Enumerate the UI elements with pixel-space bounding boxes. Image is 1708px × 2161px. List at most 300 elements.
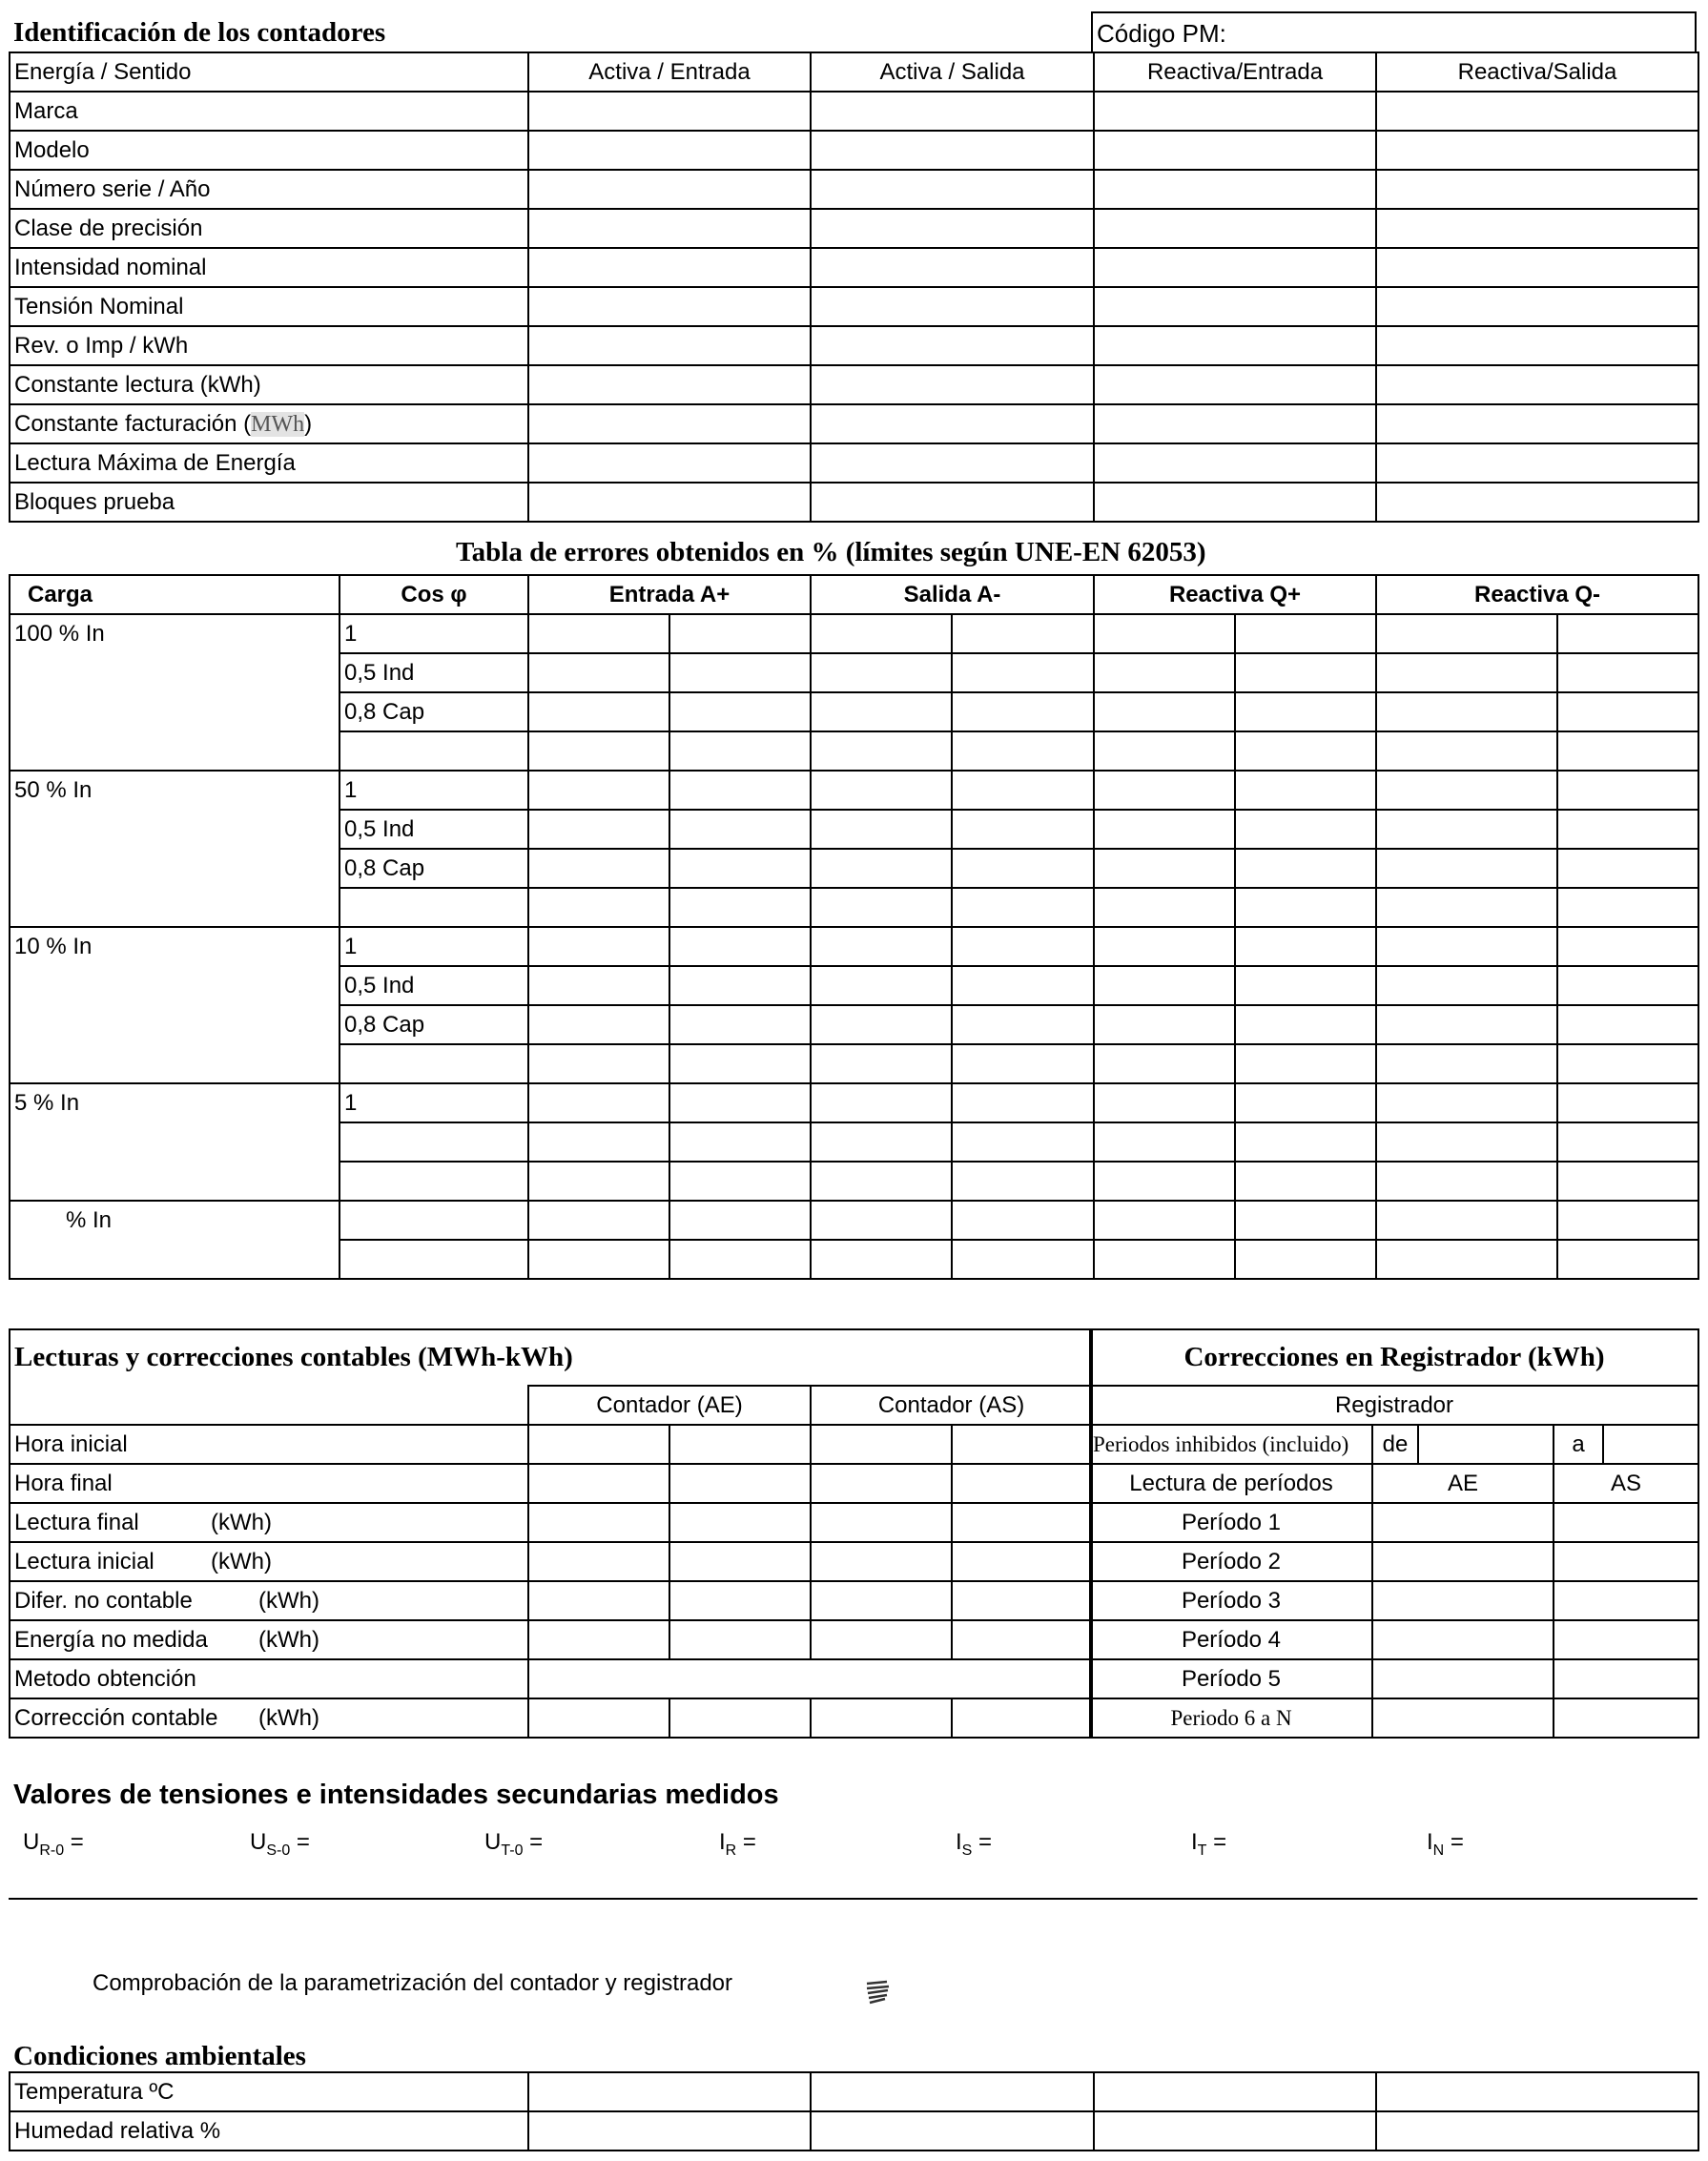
error-cell[interactable] [952,1240,1094,1279]
table-row [10,614,1698,653]
error-cell[interactable] [1094,771,1235,810]
error-cell[interactable] [1376,1201,1557,1240]
input-cell[interactable] [1376,170,1698,209]
error-cell[interactable] [1235,1122,1376,1162]
input-cell[interactable] [811,131,1094,170]
row-unit: (kWh) [258,1704,319,1731]
error-cell[interactable] [1557,1201,1698,1240]
error-cell[interactable] [1376,771,1557,810]
input-cell[interactable] [528,209,811,248]
error-cell[interactable] [1094,849,1235,888]
row-label: Humedad relativa % [10,2111,528,2151]
codigo-pm-box[interactable] [1091,11,1697,53]
table-row [10,1581,1092,1620]
input-cell[interactable] [528,131,811,170]
input-cell[interactable] [952,1581,1092,1620]
error-cell[interactable] [528,731,669,771]
col-cos-phi: Cos φ [340,575,528,614]
input-cell[interactable] [1094,170,1376,209]
error-cell[interactable] [1557,927,1698,966]
input-cell[interactable] [952,1464,1092,1503]
input-cell[interactable] [528,483,811,522]
error-cell[interactable] [1235,849,1376,888]
input-cell[interactable] [811,2111,1094,2151]
error-cell[interactable] [1557,771,1698,810]
error-cell[interactable] [1557,888,1698,927]
error-cell[interactable] [811,1201,952,1240]
input-cell[interactable] [952,1425,1092,1464]
error-cell[interactable] [952,653,1094,692]
input-cell[interactable] [1372,1542,1554,1581]
error-cell[interactable] [1235,1162,1376,1201]
error-cell[interactable] [952,1083,1094,1122]
input-cell[interactable] [669,1581,811,1620]
load-label-custom[interactable]: % In [10,1201,340,1279]
col-reactiva-q-plus: Reactiva Q+ [1094,575,1376,614]
error-cell[interactable] [1094,653,1235,692]
cos-value[interactable] [340,1122,528,1162]
error-cell[interactable] [1235,771,1376,810]
error-cell[interactable] [1235,692,1376,731]
input-cell[interactable] [528,92,811,131]
error-cell[interactable] [528,771,669,810]
error-cell[interactable] [1557,614,1698,653]
row-label: Número serie / Año [10,170,528,209]
cos-value[interactable] [340,1162,528,1201]
error-cell[interactable] [1557,692,1698,731]
error-cell[interactable] [952,1005,1094,1044]
input-cell[interactable] [528,2111,811,2151]
error-cell[interactable] [669,1083,811,1122]
input-cell[interactable] [1376,2072,1698,2111]
col-reactiva-q-minus: Reactiva Q- [1376,575,1698,614]
input-cell[interactable] [1376,326,1698,365]
error-cell[interactable] [669,731,811,771]
error-cell[interactable] [811,614,952,653]
error-cell[interactable] [1557,1005,1698,1044]
error-cell[interactable] [528,692,669,731]
error-cell[interactable] [1094,888,1235,927]
valor-ut0[interactable]: $U_{T-0}$ = [484,1829,544,1859]
input-cell[interactable] [811,443,1094,483]
error-cell[interactable] [1557,1083,1698,1122]
input-cell[interactable] [1376,365,1698,404]
input-cell[interactable] [811,483,1094,522]
error-cell[interactable] [669,849,811,888]
row-label: Clase de precisión [10,209,528,248]
error-cell[interactable] [669,1005,811,1044]
error-cell[interactable] [1235,1005,1376,1044]
input-cell[interactable] [811,404,1094,443]
cos-value[interactable] [340,888,528,927]
error-cell[interactable] [811,810,952,849]
error-cell[interactable] [1376,1122,1557,1162]
registrador-title: Correcciones en Registrador (kWh) [1090,1329,1698,1386]
error-cell[interactable] [952,692,1094,731]
input-cell[interactable] [811,1698,952,1738]
input-cell[interactable] [1372,1659,1554,1698]
input-cell[interactable] [528,1425,669,1464]
error-cell[interactable] [1557,1044,1698,1083]
input-cell[interactable] [811,92,1094,131]
input-cell[interactable] [811,248,1094,287]
error-cell[interactable] [952,888,1094,927]
lecturas-table [9,1328,1093,1739]
input-cell[interactable] [669,1503,811,1542]
de-label: de [1372,1425,1418,1464]
col-reactiva-entrada: Reactiva/Entrada [1094,52,1376,92]
input-cell[interactable] [811,1503,952,1542]
error-cell[interactable] [1376,1044,1557,1083]
input-cell[interactable] [528,404,811,443]
valor-us0[interactable]: $U_{S-0}$ = [250,1829,310,1859]
input-cell[interactable] [1376,209,1698,248]
input-cell[interactable] [528,287,811,326]
error-cell[interactable] [811,1044,952,1083]
error-cell[interactable] [1094,1005,1235,1044]
error-cell[interactable] [952,927,1094,966]
row-unit: (kWh) [211,1509,272,1535]
input-cell[interactable] [669,1698,811,1738]
input-cell[interactable] [669,1425,811,1464]
inhibidos-row [1090,1425,1698,1464]
cos-value: 0,5 Ind [340,653,528,692]
error-cell[interactable] [528,614,669,653]
input-cell[interactable] [1094,483,1376,522]
error-cell[interactable] [1235,1083,1376,1122]
input-cell[interactable] [811,2072,1094,2111]
error-cell[interactable] [1235,966,1376,1005]
lecturas-title: Lecturas y correcciones contables (MWh-kWh) [10,1329,1092,1386]
input-cell[interactable] [1094,2111,1376,2151]
error-cell[interactable] [669,1044,811,1083]
error-cell[interactable] [1557,1162,1698,1201]
col-carga: Carga [10,575,340,614]
input-cell[interactable] [528,1542,669,1581]
input-cell[interactable] [1554,1581,1698,1620]
valor-is[interactable]: $I_S$ = [956,1829,993,1859]
row-label: Lectura inicial (kWh) [10,1542,528,1581]
error-cell[interactable] [528,1005,669,1044]
input-cell[interactable] [811,365,1094,404]
load-label: 100 % In [10,614,340,771]
input-cell[interactable] [1554,1542,1698,1581]
input-cell[interactable] [1372,1620,1554,1659]
input-cell[interactable] [811,1542,952,1581]
error-cell[interactable] [1557,731,1698,771]
table-row [10,326,1698,365]
error-cell[interactable] [1094,692,1235,731]
input-cell[interactable] [952,1503,1092,1542]
input-cell[interactable] [528,170,811,209]
input-cell[interactable] [1376,92,1698,131]
error-cell[interactable] [528,927,669,966]
input-cell[interactable] [669,1464,811,1503]
error-cell[interactable] [1235,888,1376,927]
error-cell[interactable] [1557,849,1698,888]
input-cell[interactable] [1094,131,1376,170]
error-cell[interactable] [669,888,811,927]
error-cell[interactable] [811,966,952,1005]
error-cell[interactable] [528,849,669,888]
error-cell[interactable] [669,1240,811,1279]
error-cell[interactable] [528,653,669,692]
input-cell[interactable] [811,1464,952,1503]
table-row [1090,1503,1698,1542]
input-cell[interactable] [528,1620,669,1659]
error-cell[interactable] [1094,810,1235,849]
input-cell[interactable] [811,170,1094,209]
a-input[interactable] [1603,1425,1698,1464]
col-activa-entrada: Activa / Entrada [528,52,811,92]
error-cell[interactable] [669,927,811,966]
input-cell[interactable] [1372,1581,1554,1620]
input-cell[interactable] [1376,131,1698,170]
error-cell[interactable] [1376,653,1557,692]
periodos-header-row [1090,1464,1698,1503]
error-cell[interactable] [811,1162,952,1201]
input-cell[interactable] [528,365,811,404]
input-cell[interactable] [1376,287,1698,326]
error-cell[interactable] [1376,1083,1557,1122]
error-cell[interactable] [528,966,669,1005]
error-cell[interactable] [1557,1122,1698,1162]
error-cell[interactable] [1235,1240,1376,1279]
input-cell[interactable] [1372,1503,1554,1542]
table-row [10,365,1698,404]
error-cell[interactable] [1094,1240,1235,1279]
input-cell[interactable] [811,1620,952,1659]
identificacion-header-row [10,52,1698,92]
a-label: a [1554,1425,1603,1464]
error-cell[interactable] [1235,1201,1376,1240]
error-cell[interactable] [1094,1162,1235,1201]
table-row [1090,1620,1698,1659]
input-cell[interactable] [528,1581,669,1620]
valor-ur0[interactable]: $U_{R-0}$ = [23,1829,84,1859]
errores-table [9,574,1699,1280]
error-cell[interactable] [1376,966,1557,1005]
input-cell[interactable] [1094,92,1376,131]
input-cell[interactable] [952,1698,1092,1738]
error-cell[interactable] [811,1005,952,1044]
valor-ir[interactable]: $I_R$ = [719,1829,756,1859]
input-cell[interactable] [811,209,1094,248]
input-cell[interactable] [1094,326,1376,365]
cos-value[interactable] [340,1201,528,1240]
input-cell[interactable] [528,248,811,287]
error-cell[interactable] [528,1083,669,1122]
error-cell[interactable] [528,1201,669,1240]
error-cell[interactable] [1235,614,1376,653]
error-cell[interactable] [669,771,811,810]
table-row [10,483,1698,522]
error-cell[interactable] [811,888,952,927]
input-cell[interactable] [1094,365,1376,404]
input-cell[interactable] [1094,443,1376,483]
input-cell[interactable] [1554,1698,1698,1738]
input-cell[interactable] [1554,1659,1698,1698]
input-cell[interactable] [528,1464,669,1503]
error-cell[interactable] [811,653,952,692]
error-cell[interactable] [1235,653,1376,692]
input-cell[interactable] [1376,248,1698,287]
cos-value: 0,8 Cap [340,1005,528,1044]
metodo-input-cell[interactable] [528,1659,1092,1698]
error-cell[interactable] [952,1044,1094,1083]
input-cell[interactable] [811,287,1094,326]
input-cell[interactable] [952,1620,1092,1659]
error-cell[interactable] [952,1201,1094,1240]
input-cell[interactable] [811,1425,952,1464]
error-cell[interactable] [1376,888,1557,927]
error-cell[interactable] [1557,653,1698,692]
input-cell[interactable] [528,1503,669,1542]
input-cell[interactable] [1554,1503,1698,1542]
valor-it[interactable]: $I_T$ = [1191,1829,1227,1859]
registrador-subtitle: Registrador [1090,1386,1698,1425]
input-cell[interactable] [1376,2111,1698,2151]
error-cell[interactable] [1376,849,1557,888]
error-cell[interactable] [952,1122,1094,1162]
error-cell[interactable] [528,1122,669,1162]
error-cell[interactable] [811,771,952,810]
input-cell[interactable] [1094,2072,1376,2111]
error-cell[interactable] [952,771,1094,810]
error-cell[interactable] [528,1044,669,1083]
input-cell[interactable] [528,326,811,365]
facturacion-unit: MWh [251,411,305,437]
error-cell[interactable] [1094,1083,1235,1122]
error-cell[interactable] [811,927,952,966]
table-row [10,443,1698,483]
input-cell[interactable] [669,1620,811,1659]
error-cell[interactable] [528,888,669,927]
error-cell[interactable] [1376,692,1557,731]
error-cell[interactable] [1235,810,1376,849]
error-cell[interactable] [669,653,811,692]
cos-value[interactable] [340,1044,528,1083]
input-cell[interactable] [952,1542,1092,1581]
error-cell[interactable] [1094,1122,1235,1162]
error-cell[interactable] [1376,1240,1557,1279]
input-cell[interactable] [811,326,1094,365]
row-unit: (kWh) [211,1548,272,1574]
input-cell[interactable] [528,443,811,483]
error-cell[interactable] [1235,1044,1376,1083]
check-mark-icon[interactable] [864,1978,893,2007]
error-cell[interactable] [528,1162,669,1201]
error-cell[interactable] [1376,1162,1557,1201]
input-cell[interactable] [1094,248,1376,287]
error-cell[interactable] [952,966,1094,1005]
lecturas-header-row [10,1386,1092,1425]
error-cell[interactable] [811,1122,952,1162]
error-cell[interactable] [669,1162,811,1201]
error-cell[interactable] [1557,1240,1698,1279]
error-cell[interactable] [952,1162,1094,1201]
error-cell[interactable] [811,731,952,771]
input-cell[interactable] [1372,1698,1554,1738]
error-cell[interactable] [811,1240,952,1279]
error-cell[interactable] [669,966,811,1005]
error-cell[interactable] [952,731,1094,771]
cos-value[interactable] [340,1240,528,1279]
table-row [10,92,1698,131]
valor-in[interactable]: $I_N$ = [1427,1829,1464,1859]
cos-value: 0,8 Cap [340,692,528,731]
error-cell[interactable] [1376,810,1557,849]
error-cell[interactable] [669,1201,811,1240]
table-row [10,170,1698,209]
error-cell[interactable] [1376,614,1557,653]
input-cell[interactable] [1376,483,1698,522]
periodo-label: Período 3 [1090,1581,1372,1620]
error-cell[interactable] [1376,731,1557,771]
input-cell[interactable] [528,1698,669,1738]
error-cell[interactable] [1094,614,1235,653]
input-cell[interactable] [1376,404,1698,443]
error-cell[interactable] [1235,731,1376,771]
condiciones-table [9,2071,1699,2151]
input-cell[interactable] [1094,209,1376,248]
error-cell[interactable] [811,1083,952,1122]
error-cell[interactable] [952,810,1094,849]
table-row [10,248,1698,287]
error-cell[interactable] [1094,731,1235,771]
error-cell[interactable] [1094,966,1235,1005]
de-input[interactable] [1418,1425,1554,1464]
error-cell[interactable] [1094,1201,1235,1240]
input-cell[interactable] [1554,1620,1698,1659]
error-cell[interactable] [1094,1044,1235,1083]
error-cell[interactable] [952,614,1094,653]
input-cell[interactable] [1376,443,1698,483]
error-cell[interactable] [1557,810,1698,849]
error-cell[interactable] [1235,927,1376,966]
row-label: Energía no medida (kWh) [10,1620,528,1659]
table-row [10,287,1698,326]
error-cell[interactable] [1376,927,1557,966]
error-cell[interactable] [811,849,952,888]
error-cell[interactable] [528,810,669,849]
col-salida-a-minus: Salida A- [811,575,1094,614]
input-cell[interactable] [811,1581,952,1620]
error-cell[interactable] [1557,966,1698,1005]
input-cell[interactable] [1094,404,1376,443]
input-cell[interactable] [1094,287,1376,326]
input-cell[interactable] [669,1542,811,1581]
cos-value[interactable] [340,731,528,771]
error-cell[interactable] [669,1122,811,1162]
error-cell[interactable] [811,692,952,731]
error-cell[interactable] [1376,1005,1557,1044]
error-cell[interactable] [528,1240,669,1279]
error-cell[interactable] [1094,927,1235,966]
row-label: Rev. o Imp / kWh [10,326,528,365]
table-row [10,1464,1092,1503]
table-row [10,131,1698,170]
error-cell[interactable] [669,692,811,731]
row-label: Difer. no contable (kWh) [10,1581,528,1620]
registrador-subheader-row [1090,1386,1698,1425]
error-cell[interactable] [669,614,811,653]
col-as: AS [1554,1464,1698,1503]
input-cell[interactable] [528,2072,811,2111]
error-cell[interactable] [952,849,1094,888]
error-cell[interactable] [669,810,811,849]
identificacion-title: Identificación de los contadores [13,17,386,48]
